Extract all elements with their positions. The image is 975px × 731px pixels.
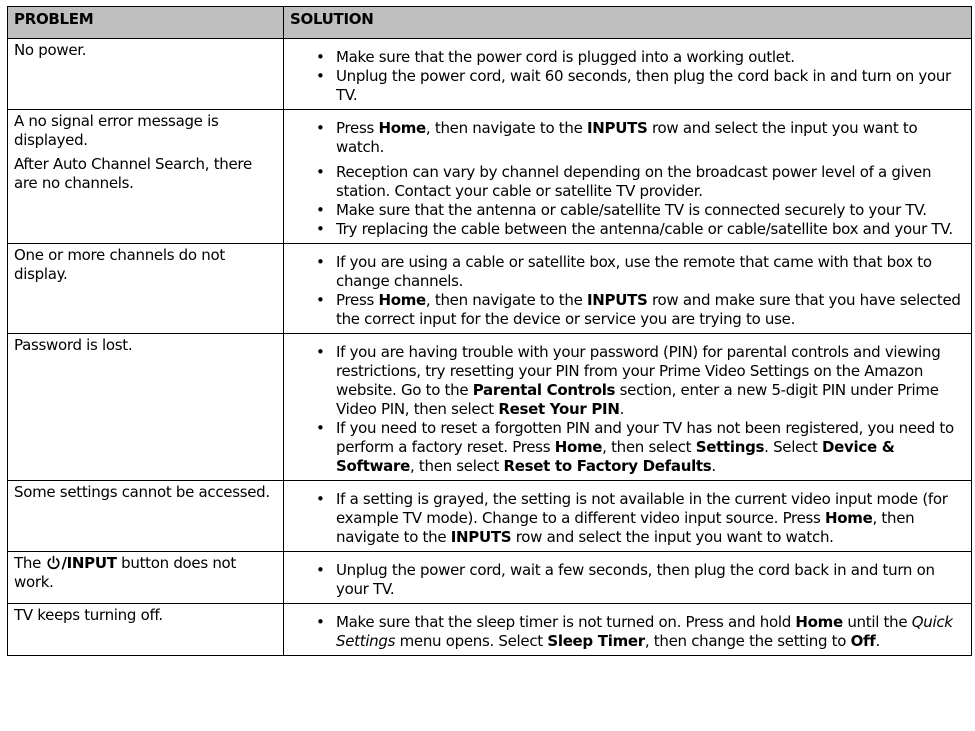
- table-row: [8, 552, 972, 604]
- problem-text: Password is lost.: [14, 336, 133, 354]
- problem-text: A no signal error message is displayed.: [14, 112, 219, 149]
- problem-cell: [8, 604, 284, 656]
- bold-text: Home: [378, 119, 426, 137]
- solution-cell: [284, 552, 972, 604]
- table-row: [8, 481, 972, 552]
- solution-cell: [284, 110, 972, 244]
- problem-cell: [8, 244, 284, 334]
- solution-item: • Make sure that the sleep timer is not turned on. Press and hold Home until the Quick Settings menu opens. Select Sleep Timer, then change the setting to Off.: [316, 613, 953, 650]
- table-body: [8, 39, 972, 656]
- bold-text: INPUTS: [587, 291, 648, 309]
- solution-list: [290, 483, 967, 547]
- bold-text: Reset to Factory Defaults: [503, 457, 712, 475]
- bullet-icon: •: [316, 201, 325, 219]
- table-row: [8, 334, 972, 481]
- solution-item: • If a setting is grayed, the setting is not available in the current video input mode (for example TV mode). Change to a different video input source. Press Home, then navigate to the INPUTS row and select the input you want to watch.: [316, 490, 948, 546]
- bold-text: Device & Software: [336, 438, 895, 475]
- bold-text: Home: [378, 291, 426, 309]
- problem-cell: [8, 334, 284, 481]
- problem-text: The /INPUT button does not work.: [14, 554, 236, 591]
- problem-cell: [8, 481, 284, 552]
- bold-text: /INPUT: [61, 554, 117, 572]
- problem-text: One or more channels do not display.: [14, 246, 225, 283]
- italic-text: Quick Settings: [336, 613, 953, 650]
- solution-item: • Unplug the power cord, wait 60 seconds, then plug the cord back in and turn on your TV.: [316, 67, 951, 104]
- bullet-icon: •: [316, 253, 325, 271]
- solution-item: • If you need to reset a forgotten PIN and your TV has not been registered, you need to perform a factory reset. Press Home, then select Settings. Select Device & Software, then select Reset to Factory Defaults.: [316, 419, 954, 475]
- table-header-row: [8, 7, 972, 39]
- table-row: [8, 244, 972, 334]
- bullet-icon: •: [316, 220, 325, 238]
- bold-text: Home: [825, 509, 873, 527]
- bold-text: Settings: [695, 438, 765, 456]
- problem-text: TV keeps turning off.: [14, 606, 163, 624]
- bold-text: INPUTS: [450, 528, 512, 546]
- solution-list: [290, 163, 967, 239]
- troubleshooting-table: [7, 6, 972, 656]
- bullet-icon: •: [316, 119, 325, 137]
- bold-text: Home: [554, 438, 603, 456]
- bullet-icon: •: [316, 613, 325, 631]
- problem-cell: [8, 110, 284, 244]
- solution-item: • Try replacing the cable between the antenna/cable or cable/satellite box and your TV.: [316, 220, 953, 238]
- solution-list: [290, 246, 967, 329]
- problem-text: After Auto Channel Search, there are no channels.: [14, 155, 252, 192]
- solution-item: • Unplug the power cord, wait a few seconds, then plug the cord back in and turn on your TV.: [316, 561, 935, 598]
- power-icon: [46, 555, 61, 570]
- solution-item: • If you are using a cable or satellite box, use the remote that came with that box to change channels.: [316, 253, 932, 290]
- problem-text: No power.: [14, 41, 87, 59]
- solution-item: • Press Home, then navigate to the INPUTS row and make sure that you have selected the correct input for the device or service you are trying to use.: [316, 291, 961, 328]
- bold-text: Reset Your PIN: [498, 400, 620, 418]
- bold-text: Sleep Timer: [547, 632, 645, 650]
- bullet-icon: •: [316, 48, 325, 66]
- problem-column-header: PROBLEM: [8, 7, 284, 39]
- solution-cell: [284, 604, 972, 656]
- solution-list: [290, 336, 967, 476]
- solution-list: [290, 41, 967, 105]
- bullet-icon: •: [316, 163, 325, 181]
- solution-cell: [284, 39, 972, 110]
- solution-item: • Reception can vary by channel depending on the broadcast power level of a given station. Contact your cable or satellite TV provider.: [316, 163, 932, 200]
- bold-text: Off: [850, 632, 876, 650]
- bold-text: INPUTS: [587, 119, 648, 137]
- table-row: [8, 110, 972, 244]
- bold-text: Parental Controls: [472, 381, 616, 399]
- problem-cell: [8, 552, 284, 604]
- bullet-icon: •: [316, 343, 325, 361]
- bullet-icon: •: [316, 419, 325, 437]
- solution-item: • Make sure that the antenna or cable/satellite TV is connected securely to your TV.: [316, 201, 927, 219]
- solution-list: [290, 554, 967, 599]
- bullet-icon: •: [316, 291, 325, 309]
- table-row: [8, 604, 972, 656]
- solution-item: • Press Home, then navigate to the INPUTS row and select the input you want to watch.: [316, 119, 918, 156]
- bold-text: Home: [795, 613, 843, 631]
- bullet-icon: •: [316, 561, 325, 579]
- problem-text: Some settings cannot be accessed.: [14, 483, 270, 501]
- solution-item: • If you are having trouble with your password (PIN) for parental controls and viewing restrictions, try resetting your PIN from your Prime Video Settings on the Amazon website. Go to the Parental Controls section, enter a new 5-digit PIN under Prime Video PIN, then select Reset Your PIN.: [316, 343, 941, 418]
- solution-cell: [284, 481, 972, 552]
- solution-list: [290, 112, 967, 157]
- problem-cell: [8, 39, 284, 110]
- solution-column-header: SOLUTION: [284, 7, 972, 39]
- table-row: [8, 39, 972, 110]
- solution-cell: [284, 244, 972, 334]
- bullet-icon: •: [316, 67, 325, 85]
- solution-cell: [284, 334, 972, 481]
- bullet-icon: •: [316, 490, 325, 508]
- solution-list: [290, 606, 967, 651]
- solution-item: • Make sure that the power cord is plugged into a working outlet.: [316, 48, 795, 66]
